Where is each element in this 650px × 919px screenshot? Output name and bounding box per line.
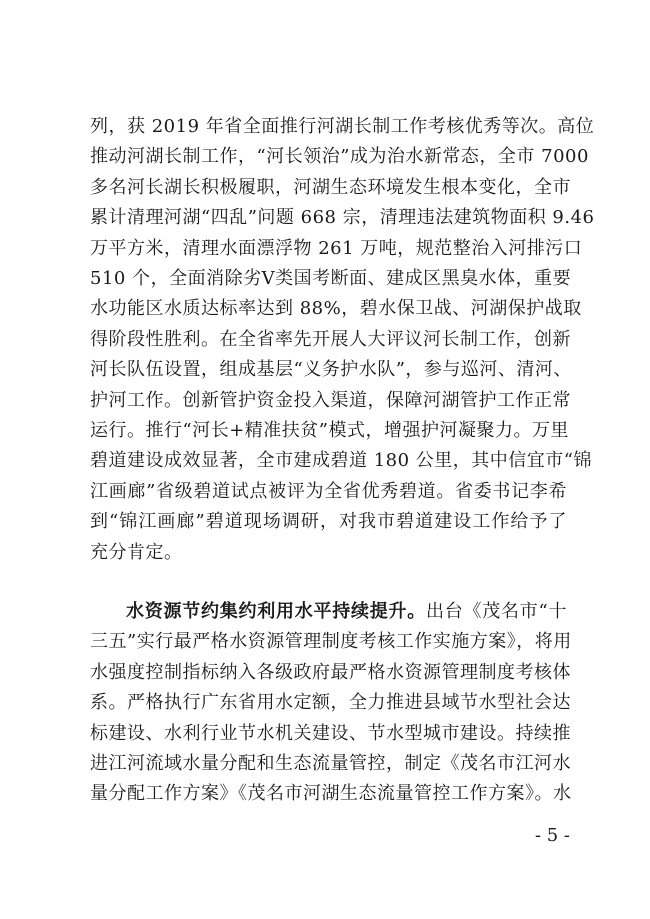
text-line: 护河工作。创新管护资金投入渠道，保障河湖管护工作正常 (90, 389, 571, 411)
text-line: 水功能区水质达标率达到 88%，碧水保卫战、河湖保护战取 (90, 298, 582, 320)
text-fragment: 出台《茂名市“十 (426, 601, 567, 622)
text-line: 运行。推行“河长+精准扶贫”模式，增强护河凝聚力。万里 (90, 420, 569, 442)
text-line: 推动河湖长制工作，“河长领治”成为治水新常态，全市 7000 (90, 146, 589, 168)
paragraph-water-conservation (90, 597, 572, 810)
text-line: 标建设、水利行业节水机关建设、节水型城市建设。持续推 (90, 722, 571, 744)
text-line: 得阶段性胜利。在全省率先开展人大评议河长制工作，创新 (90, 328, 571, 350)
paragraph-heading: 水资源节约集约利用水平持续提升。 (126, 601, 427, 622)
text-line: 江画廊”省级碧道试点被评为全省优秀碧道。省委书记李希 (90, 480, 567, 502)
page-number: - 5 - (534, 825, 570, 846)
text-line: 列，获 2019 年省全面推行河湖长制工作考核优秀等次。高位 (90, 116, 595, 137)
text-line: 进江河流域水量分配和生态流量管控，制定《茂名市江河水 (90, 753, 571, 775)
text-line: 多名河长湖长积极履职，河湖生态环境发生根本变化，全市 (90, 176, 571, 198)
text-line: 三五”实行最严格水资源管理制度考核工作实施方案》，将用 (90, 631, 572, 653)
text-line: 系。严格执行广东省用水定额，全力推进县域节水型社会达 (90, 692, 571, 714)
text-line: 万平方米，清理水面漂浮物 261 万吨，规范整治入河排污口 (90, 237, 583, 259)
text-line: 碧道建设成效显著，全市建成碧道 180 公里，其中信宜市“锦 (90, 450, 592, 472)
text-line: 充分肯定。 (90, 541, 183, 563)
text-line: 量分配工作方案》《茂名市河湖生态流量管控工作方案》。水 (90, 783, 572, 805)
text-line: 水强度控制指标纳入各级政府最严格水资源管理制度考核体 (90, 661, 571, 683)
text-line: 累计清理河湖“四乱”问题 668 宗，清理违法建筑物面积 9.46 (90, 207, 595, 229)
text-line: 510 个，全面消除劣Ⅴ类国考断面、建成区黑臭水体，重要 (90, 268, 572, 290)
text-line: 河长队伍设置，组成基层“义务护水队”，参与巡河、清河、 (90, 359, 572, 381)
paragraph-first-line (90, 597, 567, 627)
paragraph-river-chief-system (90, 112, 595, 568)
text-line: 到“锦江画廊”碧道现场调研，对我市碧道建设工作给予了 (90, 511, 567, 533)
